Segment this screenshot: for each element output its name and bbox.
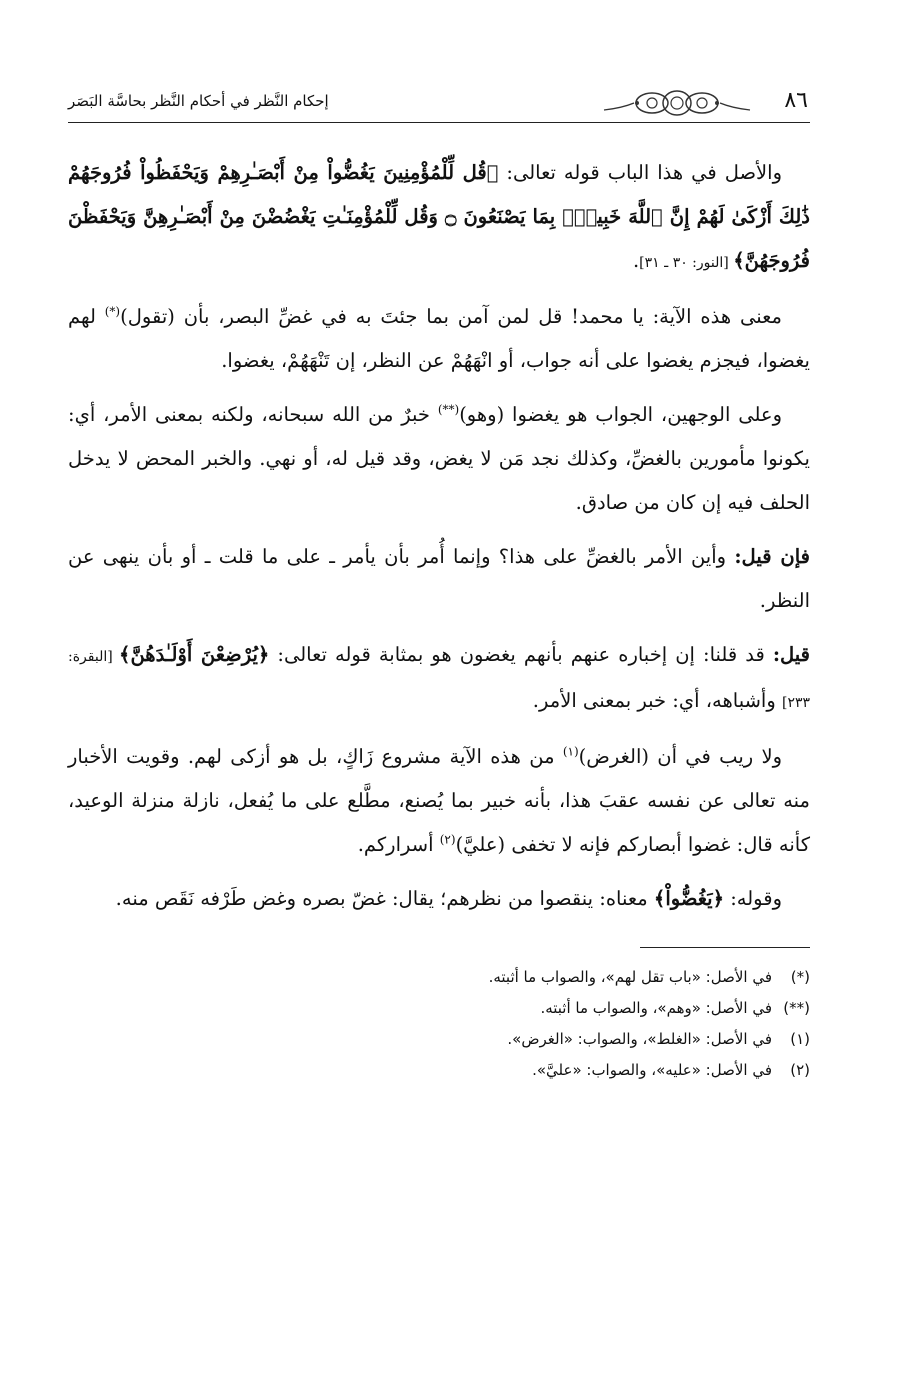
footnote-text: في الأصل: «الغلط»، والصواب: «الغرض». — [507, 1030, 772, 1048]
footnote-item — [68, 962, 810, 993]
footnote-mark: (*) — [790, 968, 810, 986]
footnote-item — [68, 993, 810, 1024]
footnotes — [68, 962, 810, 1086]
footnote-text: في الأصل: «عليه»، والصواب: «عليَّ». — [532, 1061, 772, 1079]
paragraph-text: قد قلنا: إن إخباره عنهم بأنهم يغضون هو بمثابة قوله تعالى: — [269, 643, 773, 666]
footnote-ref[interactable]: (**) — [437, 402, 460, 417]
running-title: إحكام النَّظر في أحكام النَّظر بحاسَّة البَصَر — [68, 92, 329, 110]
verse-reference: [البقرة: ٢٣٣] — [68, 649, 810, 711]
quran-verse: ﴿قُل لِّلْمُؤْمِنِينَ يَغُضُّواْ مِنْ أَبْصَـٰرِهِمْ وَيَحْفَظُواْ فُرُوجَهُمْ ذَٰلِكَ أَزْكَىٰ لَهُمْ إِنَّ ٱللَّهَ خَبِيرُۢ بِمَا يَصْنَعُونَ ۝ وَقُل لِّلْمُؤْمِنَـٰتِ يَغْضُضْنَ مِنْ أَبْصَـٰرِهِنَّ وَيَحْفَظْنَ فُرُوجَهُنَّ﴾ — [68, 161, 810, 272]
footnote-ref[interactable]: (*) — [104, 304, 121, 319]
paragraph-text: خبرٌ من الله سبحانه، ولكنه بمعنى الأمر، أي: يكونوا مأمورين بالغضِّ، وكذلك نجد مَن لا يغض، وقد قيل له، أو نهي. والخبر المحض لا يدخل الحلف فيه إن كان من صادق. — [68, 403, 810, 514]
book-page — [68, 80, 810, 1086]
page-header — [68, 80, 810, 123]
footnote-item — [68, 1024, 810, 1055]
paragraph-text: لهم يغضوا، فيجزم يغضوا على أنه جواب، أو انْهَهُمْ عن النظر، إن تَنْهَهُمْ، يغضوا. — [68, 305, 810, 372]
paragraph-2 — [68, 295, 810, 383]
footnote-divider — [640, 947, 810, 948]
lead-word: فإن قيل: — [734, 545, 810, 568]
verse-reference: [النور: ٣٠ ـ ٣١] — [639, 255, 734, 271]
paragraph-text: والأصل في هذا الباب قوله تعالى: — [498, 161, 782, 184]
paragraph-text: وأشباهه، أي: خبر بمعنى الأمر. — [532, 689, 782, 712]
footnote-item — [68, 1055, 810, 1086]
lead-word: قيل: — [772, 643, 810, 666]
main-text — [68, 151, 810, 921]
paragraph-7 — [68, 877, 810, 921]
paragraph-text: معناه: ينقصوا من نظرهم؛ يقال: غضّ بصره وغض طَرْفه نَقَص منه. — [115, 887, 654, 910]
paragraph-text: وأين الأمر بالغضِّ على هذا؟ وإنما أُمر بأن يأمر ـ على ما قلت ـ أو بأن ينهى عن النظر. — [68, 545, 810, 612]
paragraph-4 — [68, 535, 810, 623]
footnote-mark: (**) — [783, 999, 810, 1017]
footnote-text: في الأصل: «وهم»، والصواب ما أثبته. — [540, 999, 772, 1017]
page-number: ٨٦ — [784, 88, 808, 113]
paragraph-end: . — [632, 249, 640, 272]
quran-verse: ﴿يُرْضِعْنَ أَوْلَـٰدَهُنَّ﴾ — [119, 643, 270, 666]
ornament-icon — [602, 88, 752, 118]
footnote-mark: (٢) — [790, 1061, 810, 1079]
paragraph-text: معنى هذه الآية: يا محمد! قل لمن آمن بما جئتَ به في غضِّ البصر، بأن (تقول) — [120, 305, 782, 328]
paragraph-1 — [68, 151, 810, 285]
paragraph-text: ولا ريب في أن (الغرض) — [578, 745, 783, 768]
footnote-ref[interactable]: (٢) — [439, 832, 456, 847]
paragraph-6 — [68, 735, 810, 867]
paragraph-text: وقوله: — [724, 887, 782, 910]
paragraph-3 — [68, 393, 810, 525]
footnote-mark: (١) — [790, 1030, 810, 1048]
footnote-ref[interactable]: (١) — [562, 744, 579, 759]
paragraph-5 — [68, 633, 810, 725]
paragraph-text: أسراركم. — [357, 833, 440, 856]
footnote-text: في الأصل: «باب تقل لهم»، والصواب ما أثبته. — [488, 968, 772, 986]
paragraph-text: وعلى الوجهين، الجواب هو يغضوا (وهو) — [459, 403, 782, 426]
paragraph-text: من هذه الآية مشروع زَاكٍ، بل هو أزكى لهم. وقويت الأخبار منه تعالى عن نفسه عقبَ هذا، بأنه خبير بما يُصنع، مطَّلع على ما يُفعل، نازلة منزلة الوعيد، كأنه قال: غضوا أبصاركم فإنه لا تخفى (عليَّ) — [68, 745, 810, 856]
quran-verse: ﴿يَغُضُّواْ﴾ — [653, 887, 725, 910]
